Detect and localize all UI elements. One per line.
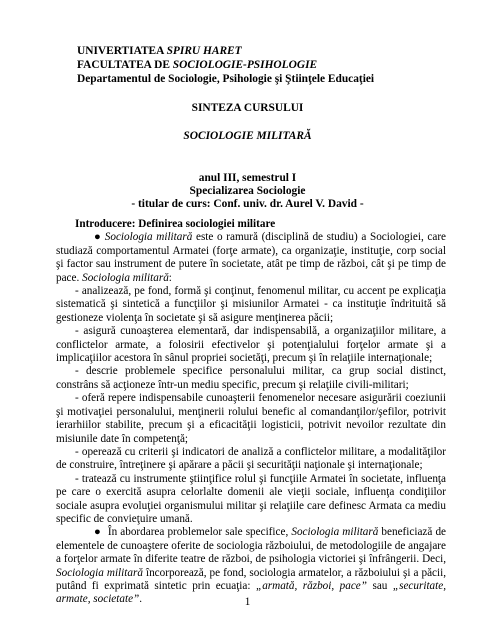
faculty-name: SOCIOLOGIE-PSIHOLOGIE — [172, 59, 318, 71]
paragraph-text: În abordarea problemelor sale specifice, — [104, 526, 292, 539]
page-number: 1 — [244, 596, 251, 608]
list-item: - asigură cunoaşterea elementară, dar indispensabilă, a organizaţiilor militare, a conflictelor armate, a folosirii efectivelor şi potenţialului forţelor armate şi a implicaţiilor acestora în sânul propriei societăţi, precum şi în relaţiile internaţionale; — [56, 325, 446, 365]
course-synthesis-title: SINTEZA CURSULUI — [191, 102, 304, 114]
list-item: - analizează, pe fond, formă şi conţinut, fenomenul militar, cu accent pe explicaţia sistematică şi sintetică a funcţiilor şi misiunilor Armatei - ca instituţie îndrituită să gestioneze violenţa în societate şi să asigure menţinerea păcii; — [56, 285, 446, 324]
faculty-line — [77, 58, 374, 72]
term-italic: Sociologia militară — [82, 271, 169, 284]
list-item: - descrie problemele specifice personalului militar, ca grup social distinct, constrâns să acţioneze într-un mediu specific, precum şi relaţiile civili-militari; — [56, 365, 446, 391]
bullet-icon: ● — [94, 526, 101, 539]
paragraph-text: este o ramură (disciplină de studiu) a Sociologiei, care studiază comportamentul Armatei (forţe armate), ca organizaţie, instituţie, corp social şi factor sau instrument de putere în societate, atât pe timp de război, cât şi pe timp de pace. — [56, 231, 447, 284]
year-semester: anul III, semestrul I — [198, 172, 297, 184]
list-item: - oferă repere indispensabile cunoaşterii fenomenelor necesare asigurării coeziunii şi motivaţiei personalului, menţinerii rolului benefic al comandanţilor/şefilor, potrivit ierarhiilor stabilite, precum şi a eficacităţii logisticii, potrivit nevoilor rezultate din misiunile date în competenţă; — [56, 392, 446, 445]
paragraph-text: încorporează, pe fond, sociologia armatelor, a războiului şi a păcii, putând fi exprimată sintetic prin ecuaţia: — [56, 566, 447, 592]
equation-italic: „securitate, armate, societate” — [56, 579, 447, 606]
paragraph-text: sau — [367, 579, 393, 592]
instructor: - titular de curs: Conf. univ. dr. Aurel V. David - — [131, 198, 364, 210]
paragraph-text: . — [139, 593, 143, 606]
bullet-icon: ● — [94, 231, 101, 244]
section-heading: Introducere: Definirea sociologiei militare — [75, 218, 276, 230]
university-line — [77, 44, 374, 58]
course-meta — [0, 172, 495, 211]
paragraph-text: beneficiază de elementele de cunoaştere oferite de sociologia războiului, de metodologiile de angajare a forţelor armate în diferite teatre de război, de psihologia victoriei şi înfrângerii. Deci, — [56, 526, 447, 566]
university-prefix: UNIVERTIATEA — [77, 45, 167, 57]
course-name: SOCIOLOGIE MILITARĂ — [183, 130, 312, 142]
equation-italic: „armată, război, pace” — [255, 579, 367, 592]
list-item: - tratează cu instrumente ştiinţifice rolul şi funcţiile Armatei în societate, influenţa pe care o exercită asupra celorlalte domenii ale vieţii sociale, influenţa condiţiilor sociale asupra evoluţiei organismului militar şi relaţiile care definesc Armata ca mediu specific de convieţuire umană. — [56, 472, 446, 525]
paragraph-definition — [56, 231, 446, 285]
specialization: Specializarea Sociologie — [189, 185, 306, 197]
paragraph-text: : — [168, 271, 172, 284]
university-name: SPIRU HARET — [166, 45, 242, 57]
term-italic: Sociologia militară — [291, 526, 379, 539]
term-italic: Sociologia militară — [56, 566, 143, 579]
paragraph-approach — [56, 526, 446, 606]
term-italic: Sociologia militară — [104, 231, 193, 244]
department-line: Departamentul de Sociologie, Psihologie şi Ştiinţele Educaţiei — [77, 73, 375, 85]
document-body — [56, 218, 446, 607]
list-item: - operează cu criterii şi indicatori de analiză a conflictelor militare, a modalităţilor de construire, întreţinere şi apărare a păcii şi securităţii naţionale şi internaţionale; — [56, 445, 446, 472]
faculty-prefix: FACULTATEA DE — [77, 59, 173, 71]
institution-header — [77, 44, 374, 86]
